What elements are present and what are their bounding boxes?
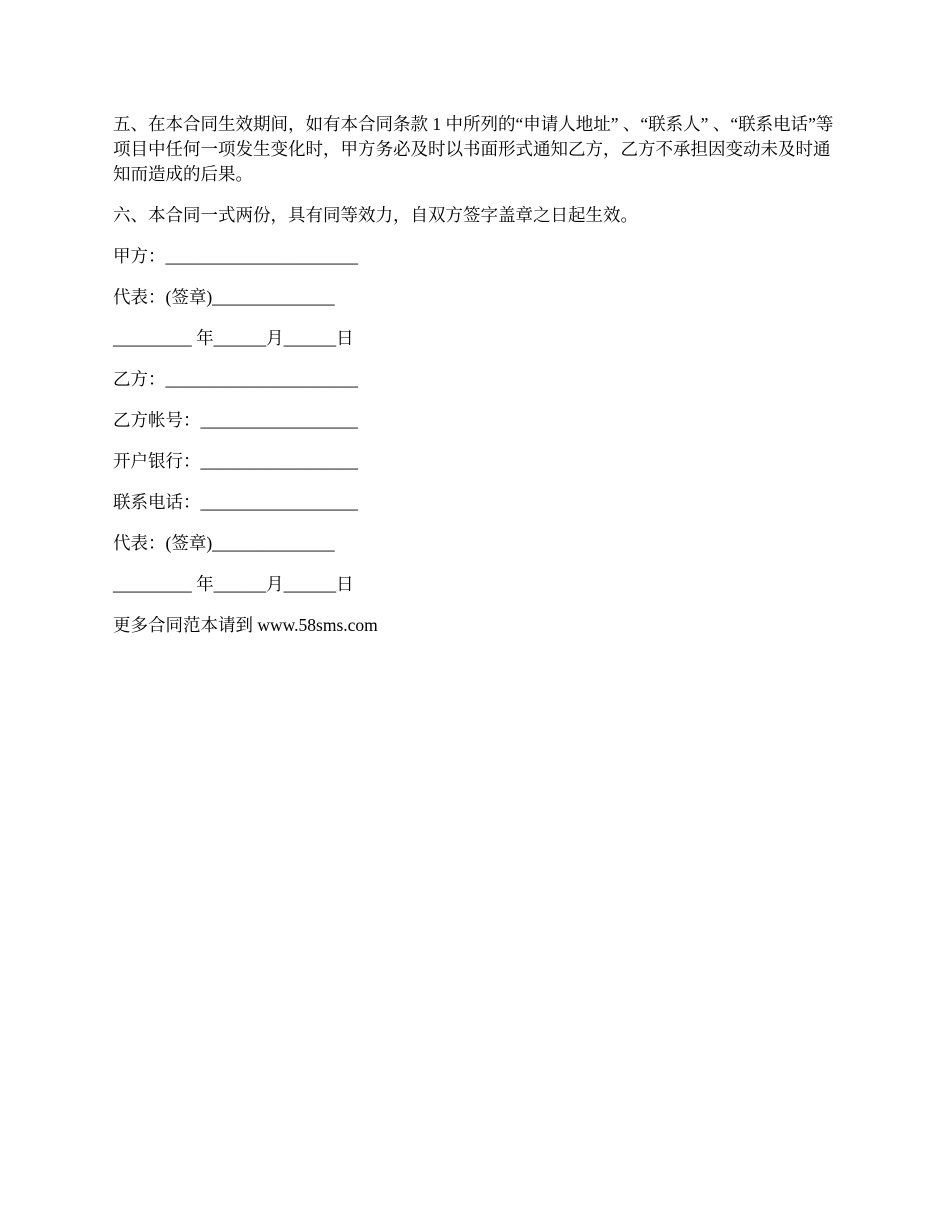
party-b-phone-line: 联系电话：__________________ <box>113 492 358 512</box>
footer-website-text: 更多合同范本请到 www.58sms.com <box>113 615 378 635</box>
clause-5: 五、在本合同生效期间，如有本合同条款 1 中所列的“申请人地址” 、“联系人” 、“联系电话”等项目中任何一项发生变化时，甲方务必及时以书面形式通知乙方，乙方不承担因变动未及时通知而造成的后果。 <box>113 114 834 184</box>
contract-body <box>113 112 840 638</box>
party-a-date-line: _________ 年______月______日 <box>113 328 354 348</box>
party-b-date-line: _________ 年______月______日 <box>113 574 354 594</box>
party-b-bank-line: 开户银行：__________________ <box>113 451 358 471</box>
party-b-signature-line: 乙方：______________________ <box>113 369 358 389</box>
party-b-account-line: 乙方帐号：__________________ <box>113 410 358 430</box>
party-a-signature-line: 甲方：______________________ <box>113 246 358 266</box>
party-a-representative-line: 代表：(签章)______________ <box>113 287 335 307</box>
party-b-representative-line: 代表：(签章)______________ <box>113 533 335 553</box>
clause-6: 六、本合同一式两份，具有同等效力，自双方签字盖章之日起生效。 <box>113 205 638 225</box>
